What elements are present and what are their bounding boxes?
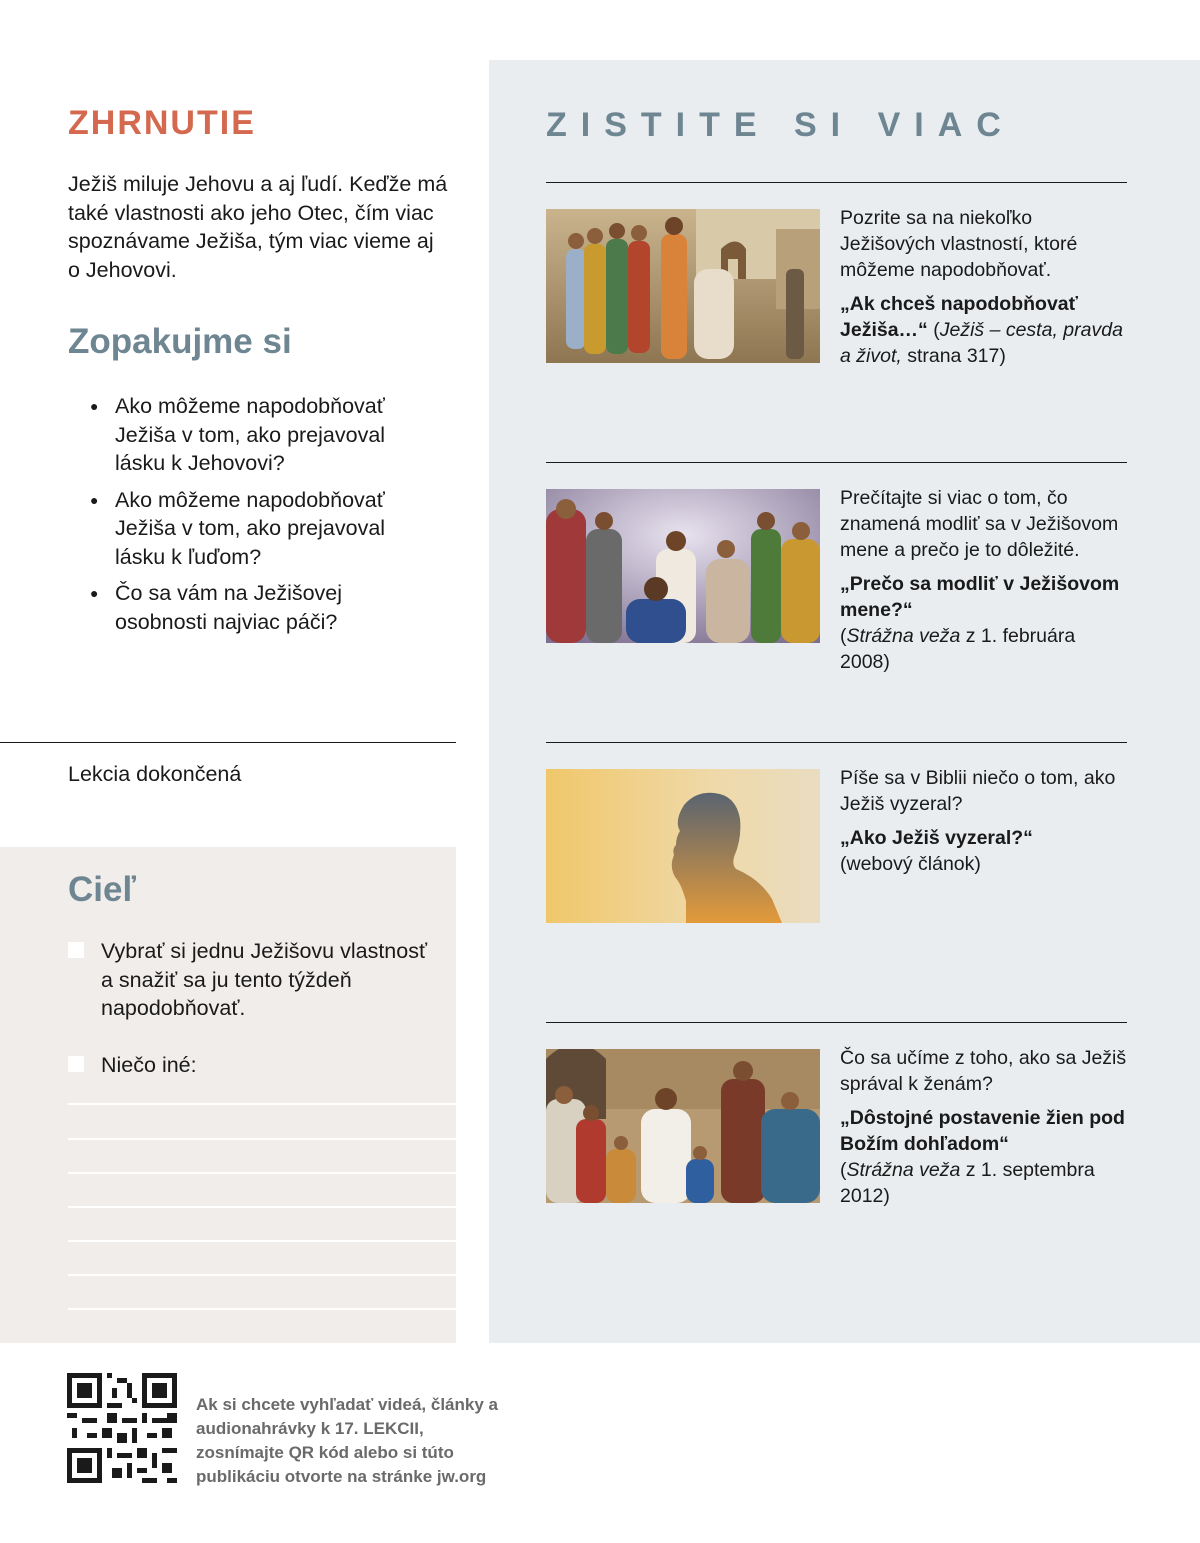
writing-line[interactable] — [68, 1103, 456, 1105]
item-link-title[interactable]: „Ako Ježiš vyzeral?“ — [840, 827, 1033, 849]
goal-option-label: Vybrať si jednu Ježišovu vlastnosť a snažiť sa ju tento týždeň napodobňovať. — [101, 939, 428, 1020]
learn-more-item — [840, 485, 1130, 675]
jesus-teaching-apostles-image[interactable] — [546, 489, 820, 643]
item-source-title: Strážna veža — [846, 625, 961, 647]
divider — [0, 742, 456, 743]
item-link-title[interactable]: „Ak chceš napodobňovať Ježiša…“ — [840, 293, 1078, 341]
review-question: ● Ako môžeme napodobňovať Ježiša v tom, ako prejavoval lásku k Jehovovi? — [90, 392, 430, 478]
item-source-rest: (webový článok) — [840, 853, 981, 875]
jesus-with-women-and-children-image[interactable] — [546, 1049, 820, 1203]
goal-option-other[interactable] — [68, 1051, 428, 1080]
review-title: Zopakujme si — [68, 322, 292, 361]
item-source-title: Ježiš – cesta, pravda a život, — [840, 319, 1123, 367]
jesus-silhouette-image[interactable] — [546, 769, 820, 923]
item-description: Píše sa v Biblii niečo o tom, ako Ježiš vyzeral? — [840, 767, 1116, 815]
item-source-open: ( — [840, 1159, 847, 1181]
divider — [546, 182, 1127, 183]
review-question: ● Ako môžeme napodobňovať Ježiša v tom, ako prejavoval lásku k ľuďom? — [90, 486, 430, 572]
goal-checkbox[interactable] — [68, 1056, 84, 1072]
divider — [546, 1022, 1127, 1023]
item-description: Prečítajte si viac o tom, čo znamená modliť sa v Ježišovom mene a prečo je to dôležité. — [840, 487, 1119, 561]
learn-more-item — [840, 1045, 1130, 1209]
learn-more-item — [840, 765, 1130, 877]
goal-option-imitate[interactable] — [68, 937, 428, 1023]
goal-box — [0, 847, 456, 1343]
item-link-title[interactable]: „Dôstojné postavenie žien pod Božím dohľadom“ — [840, 1107, 1125, 1155]
writing-line[interactable] — [68, 1274, 456, 1276]
item-description: Čo sa učíme z toho, ako sa Ježiš správal k ženám? — [840, 1047, 1127, 1095]
item-link[interactable] — [840, 571, 1130, 675]
writing-line[interactable] — [68, 1308, 456, 1310]
item-link-title[interactable]: „Prečo sa modliť v Ježišovom mene?“ — [840, 573, 1120, 621]
item-source-open: ( — [840, 625, 847, 647]
lesson-completed-label: Lekcia dokončená — [68, 762, 242, 786]
qr-caption: Ak si chcete vyhľadať videá, články a audionahrávky k 17. LEKCII, zosnímajte QR kód alebo si túto publikáciu otvorte na stránke jw.org — [196, 1395, 498, 1486]
item-source — [840, 625, 1075, 673]
item-source-title: Strážna veža — [846, 1159, 961, 1181]
divider — [546, 462, 1127, 463]
goal-title: Cieľ — [68, 870, 136, 909]
item-description: Pozrite sa na niekoľko Ježišových vlastností, ktoré môžeme napodobňovať. — [840, 207, 1078, 281]
writing-line[interactable] — [68, 1240, 456, 1242]
goal-checkbox[interactable] — [68, 942, 84, 958]
item-source — [840, 853, 981, 875]
jesus-with-disciples-image[interactable] — [546, 209, 820, 363]
summary-title: ZHRNUTIE — [68, 104, 256, 142]
item-source-rest: strana 317) — [901, 345, 1006, 367]
qr-code-icon[interactable] — [67, 1373, 177, 1483]
summary-text: Ježiš miluje Jehovu a aj ľudí. Keďže má také vlastnosti ako jeho Otec, čím viac spoznávame Ježiša, tým viac vieme aj o Jehovovi. — [68, 172, 448, 282]
item-source-rest: z 1. februára 2008) — [840, 625, 1076, 673]
learn-more-title: ZISTITE SI VIAC — [546, 106, 1015, 144]
review-questions — [90, 392, 430, 644]
review-question: ● Čo sa vám na Ježišovej osobnosti najviac páči? — [90, 579, 430, 636]
item-link[interactable] — [840, 825, 1130, 877]
item-link[interactable] — [840, 291, 1130, 369]
goal-option-label: Niečo iné: — [101, 1053, 197, 1077]
item-source-open: ( — [927, 319, 940, 341]
learn-more-item — [840, 205, 1130, 369]
item-source — [840, 1159, 1095, 1207]
writing-line[interactable] — [68, 1138, 456, 1140]
divider — [546, 742, 1127, 743]
writing-line[interactable] — [68, 1206, 456, 1208]
writing-line[interactable] — [68, 1172, 456, 1174]
item-link[interactable] — [840, 1105, 1130, 1209]
item-source-rest: z 1. septembra 2012) — [840, 1159, 1095, 1207]
